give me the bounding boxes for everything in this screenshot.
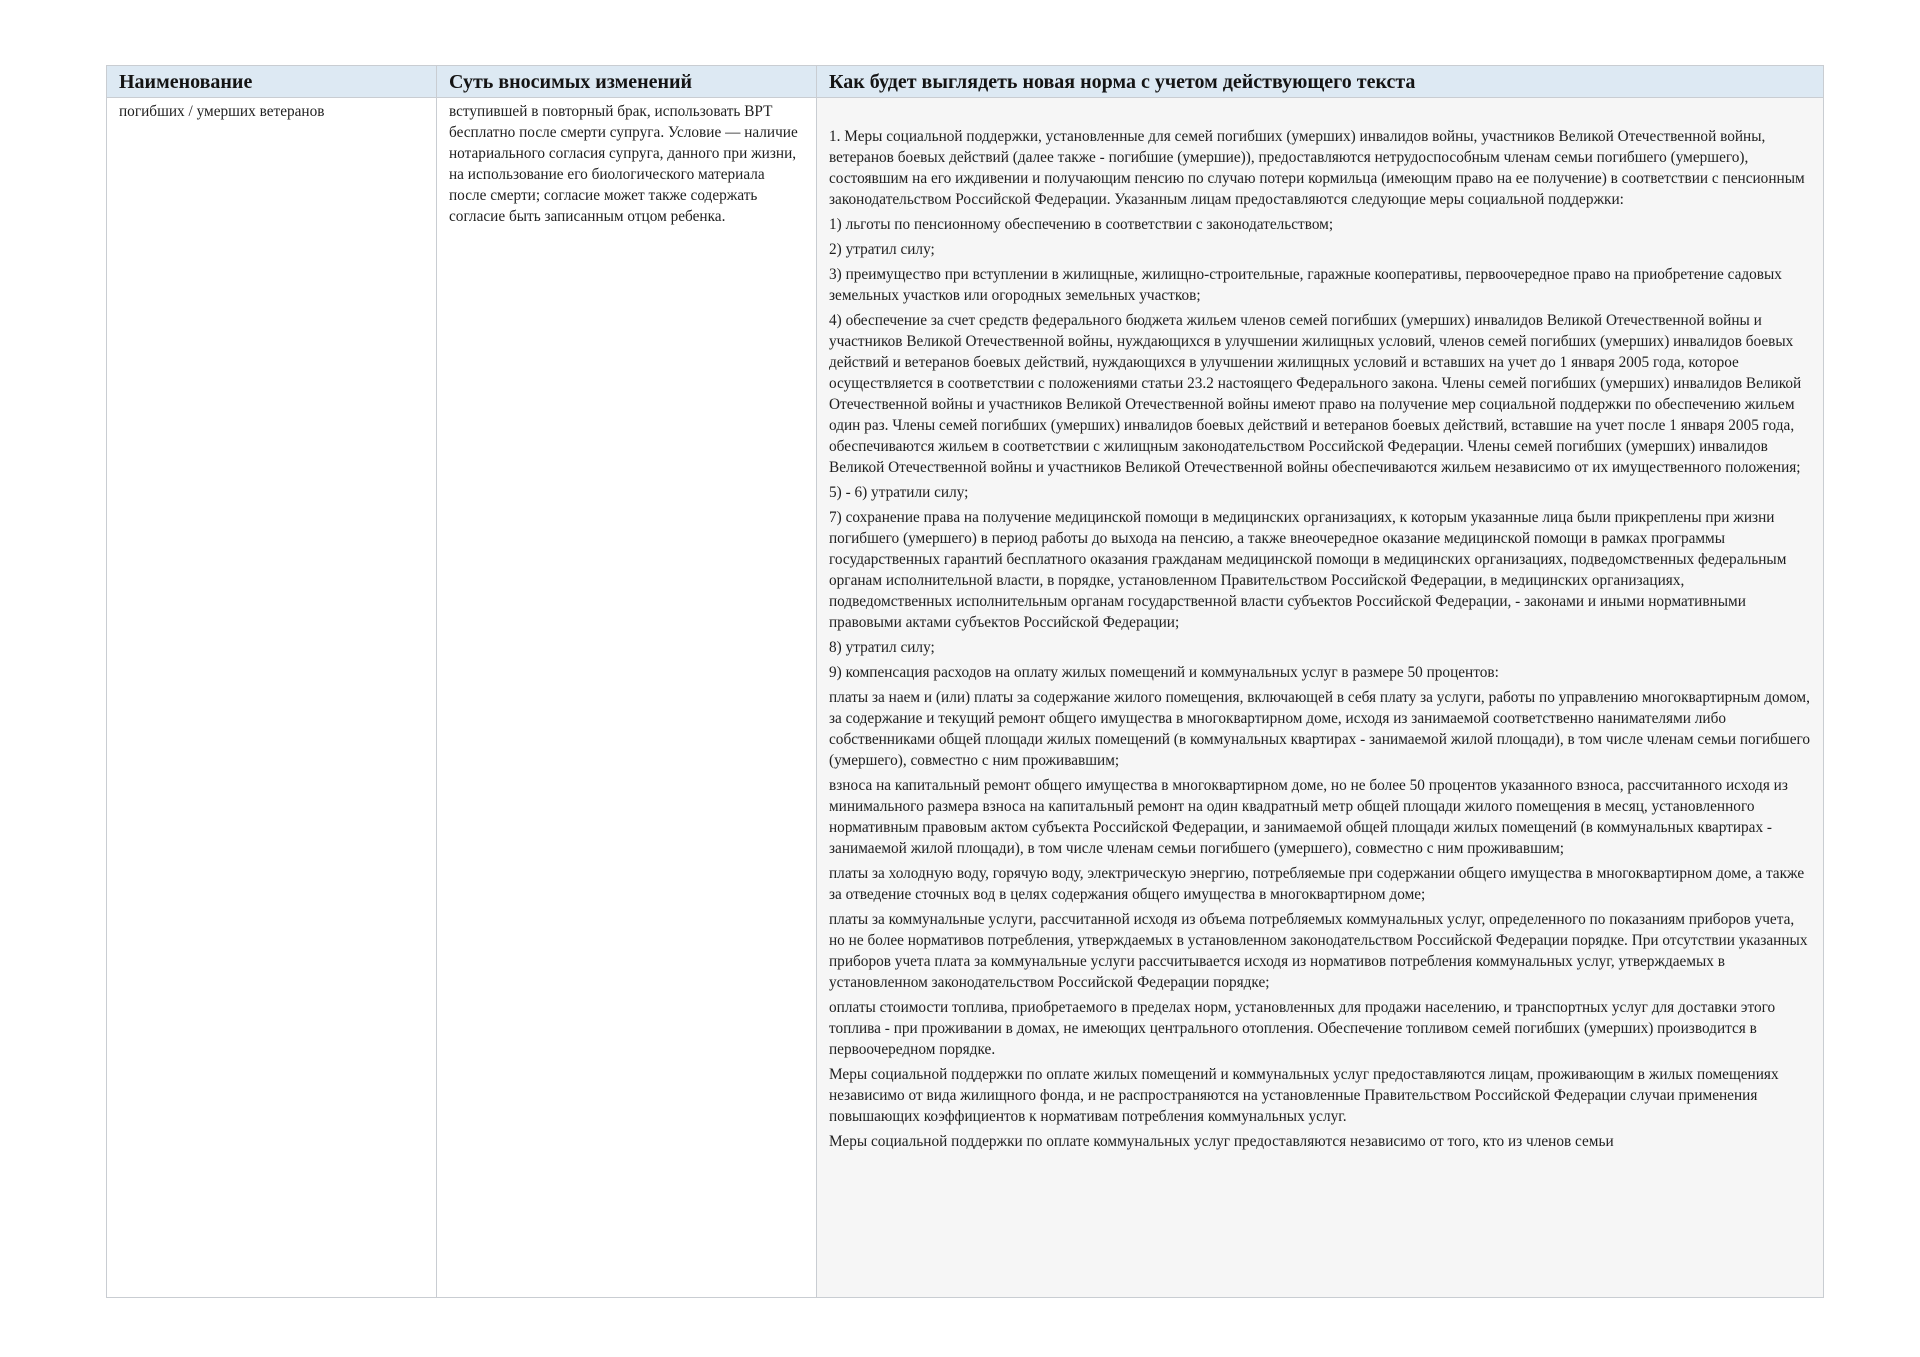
new-norm-cell: [817, 98, 1823, 1297]
norm-paragraph: 5) - 6) утратили силу;: [829, 484, 969, 501]
norm-paragraph: Меры социальной поддержки по оплате жилых помещений и коммунальных услуг предоставляются лицам, проживающим в жилых помещениях независимо от вида жилищного фонда, и не распространяются на установленные Правительством Российской Федерации случаи применения повышающих коэффициентов к нормативам потребления коммунальных услуг.: [829, 1066, 1779, 1125]
name-cell: погибших / умерших ветеранов: [107, 98, 437, 1297]
norm-paragraph: 1) льготы по пенсионному обеспечению в соответствии с законодательством;: [829, 216, 1334, 233]
table-row: [107, 98, 1823, 1297]
table-header-row: [107, 66, 1823, 98]
norm-paragraph: платы за коммунальные услуги, рассчитанной исходя из объема потребляемых коммунальных услуг, определенного по показаниям приборов учета, но не более нормативов потребления, утверждаемых в установленном законодательством Российской Федерации порядке. При отсутствии указанных приборов учета плата за коммунальные услуги рассчитывается исходя из нормативов потребления коммунальных услуг, утверждаемых в установленном законодательством Российской Федерации порядке;: [829, 911, 1808, 991]
norm-paragraph: 4) обеспечение за счет средств федерального бюджета жильем членов семей погибших (умерших) инвалидов Великой Отечественной войны и участников Великой Отечественной войны, нуждающихся в улучшении жилищных условий, членов семей погибших (умерших) инвалидов боевых действий и ветеранов боевых действий, нуждающихся в улучшении жилищных условий и вставших на учет до 1 января 2005 года, которое осуществляется в соответствии с положениями статьи 23.2 настоящего Федерального закона. Члены семей погибших (умерших) инвалидов Великой Отечественной войны и участников Великой Отечественной войны имеют право на получение мер социальной поддержки по обеспечению жильем один раз. Члены семей погибших (умерших) инвалидов боевых действий и ветеранов боевых действий, вставшие на учет после 1 января 2005 года, обеспечиваются жильем в соответствии с жилищным законодательством Российской Федерации. Члены семей погибших (умерших) инвалидов Великой Отечественной войны и участников Великой Отечественной войны обеспечиваются жильем независимо от их имущественного положения;: [829, 312, 1802, 476]
norm-paragraph: 8) утратил силу;: [829, 639, 935, 656]
norm-paragraph: взноса на капитальный ремонт общего имущества в многоквартирном доме, но не более 50 процентов указанного взноса, рассчитанного исходя из минимального размера взноса на капитальный ремонт на один квадратный метр общей площади жилого помещения в месяц, установленного нормативным правовым актом субъекта Российской Федерации, и занимаемой общей площади жилых помещений (в коммунальных квартирах - занимаемой жилой площади), в том числе членам семьи погибшего (умершего), совместно с ним проживавшим;: [829, 777, 1788, 857]
norm-paragraph: 9) компенсация расходов на оплату жилых помещений и коммунальных услуг в размере 50 процентов:: [829, 664, 1499, 681]
norm-paragraph: 3) преимущество при вступлении в жилищные, жилищно-строительные, гаражные кооперативы, первоочередное право на приобретение садовых земельных участков или огородных земельных участков;: [829, 266, 1782, 304]
norm-paragraph: Меры социальной поддержки по оплате коммунальных услуг предоставляются независимо от того, кто из членов семьи: [829, 1133, 1614, 1150]
header-name: Наименование: [107, 66, 437, 97]
norm-paragraph: оплаты стоимости топлива, приобретаемого в пределах норм, установленных для продажи населению, и транспортных услуг для доставки этого топлива - при проживании в домах, не имеющих центрального отопления. Обеспечение топливом семей погибших (умерших) производится в первоочередном порядке.: [829, 999, 1776, 1058]
norm-paragraph: платы за холодную воду, горячую воду, электрическую энергию, потребляемые при содержании общего имущества в многоквартирном доме, а также за отведение сточных вод в целях содержания общего имущества в многоквартирном доме;: [829, 865, 1805, 903]
change-cell: вступившей в повторный брак, использовать ВРТ бесплатно после смерти супруга. Условие — наличие нотариального согласия супруга, данного при жизни, на использование его биологического материала после смерти; согласие может также содержать согласие быть записанным отцом ребенка.: [437, 98, 817, 1297]
document-table: [106, 65, 1824, 1298]
norm-paragraph: 1. Меры социальной поддержки, установленные для семей погибших (умерших) инвалидов войны, участников Великой Отечественной войны, ветеранов боевых действий (далее также - погибшие (умершие)), предоставляются нетрудоспособным членам семьи погибшего (умершего), состоявшим на его иждивении и получающим пенсию по случаю потери кормильца (имеющим право на ее получение) в соответствии с пенсионным законодательством Российской Федерации. Указанным лицам предоставляются следующие меры социальной поддержки:: [829, 128, 1805, 208]
norm-paragraph: 7) сохранение права на получение медицинской помощи в медицинских организациях, к которым указанные лица были прикреплены при жизни погибшего (умершего) в период работы до выхода на пенсию, а также внеочередное оказание медицинской помощи в рамках программы государственных гарантий бесплатного оказания гражданам медицинской помощи в медицинских организациях, подведомственных федеральным органам исполнительной власти, в порядке, установленном Правительством Российской Федерации, в медицинских организациях, подведомственных исполнительным органам государственной власти субъектов Российской Федерации, - законами и иными нормативными правовыми актами субъектов Российской Федерации;: [829, 509, 1787, 631]
header-change-essence: Суть вносимых изменений: [437, 66, 817, 97]
header-new-norm: Как будет выглядеть новая норма с учетом действующего текста: [829, 71, 1416, 93]
norm-paragraph: 2) утратил силу;: [829, 241, 935, 258]
norm-paragraph: платы за наем и (или) платы за содержание жилого помещения, включающей в себя плату за услуги, работы по управлению многоквартирным домом, за содержание и текущий ремонт общего имущества в многоквартирном доме, исходя из занимаемой соответственно нанимателями либо собственниками общей площади жилых помещений (в коммунальных квартирах - занимаемой жилой площади), в том числе членам семьи погибшего (умершего), совместно с ним проживавшим;: [829, 689, 1811, 769]
